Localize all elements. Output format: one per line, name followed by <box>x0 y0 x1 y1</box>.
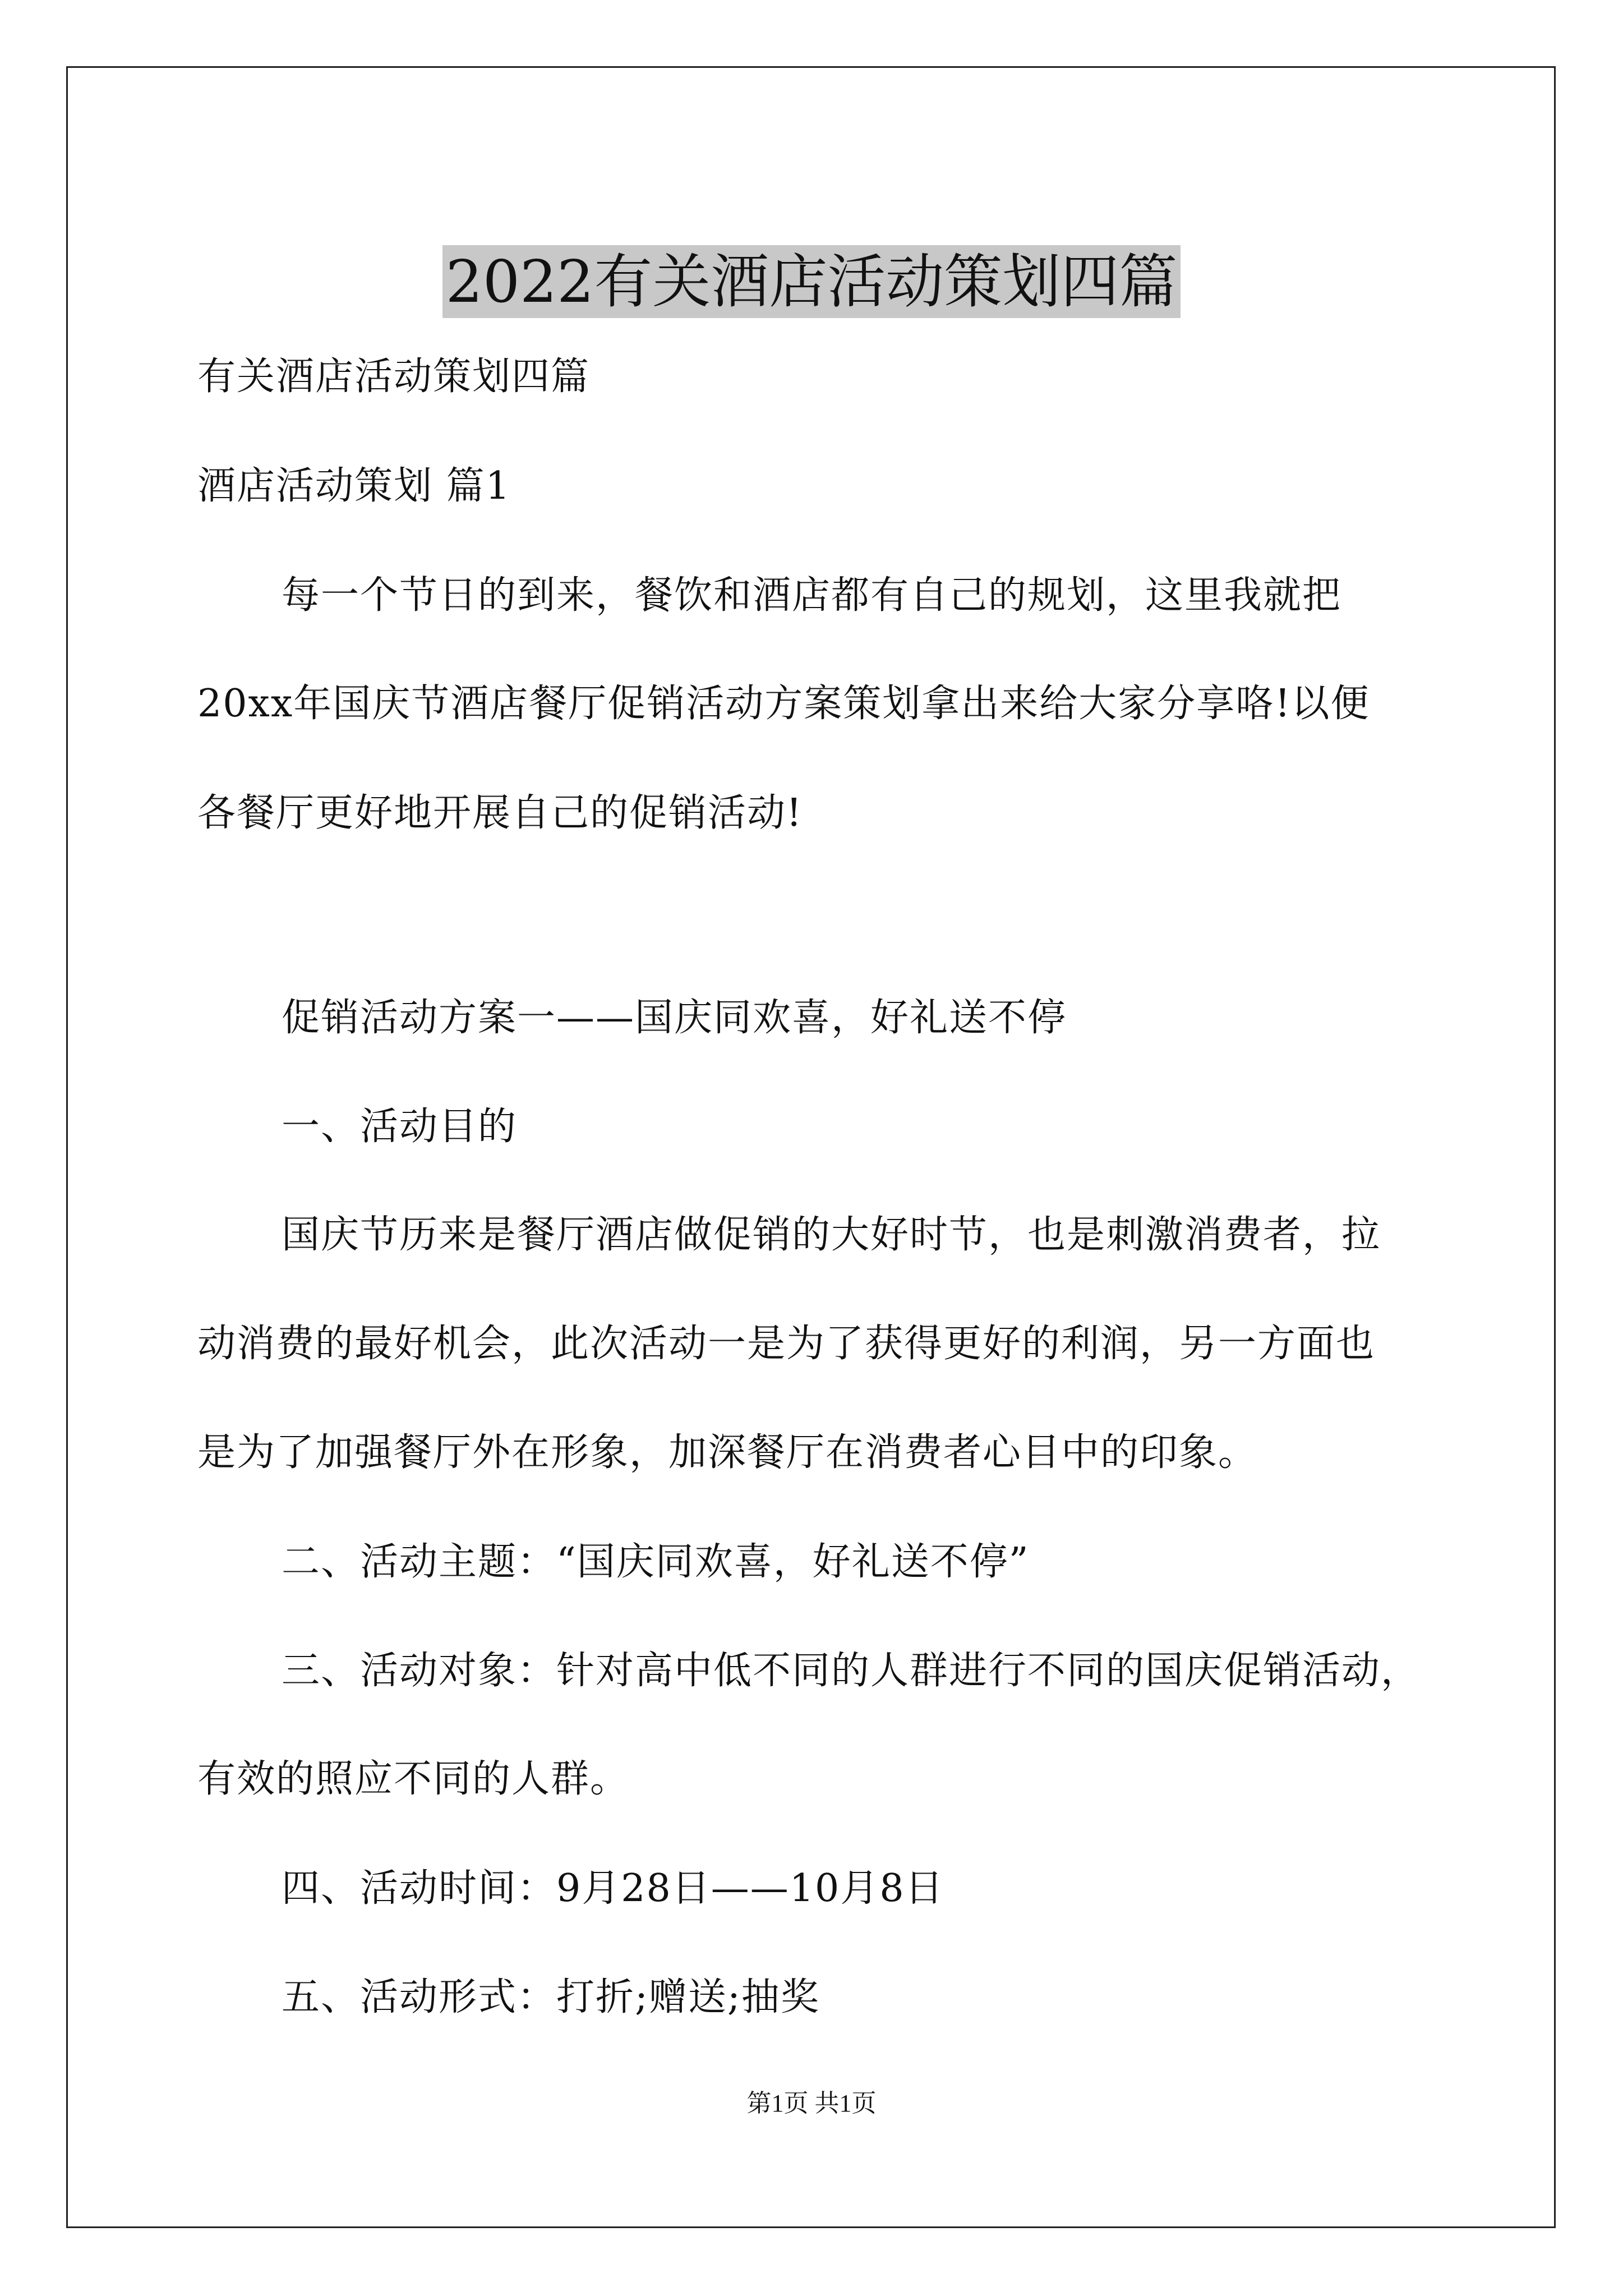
section-heading-line: 酒店活动策划 篇1 <box>197 464 511 508</box>
subtitle-line: 有关酒店活动策划四篇 <box>197 355 591 399</box>
paragraph-line: 各餐厅更好地开展自己的促销活动! <box>197 791 803 835</box>
paragraph-line: 有效的照应不同的人群。 <box>197 1757 630 1801</box>
paragraph-line: 五、活动形式：打折;赠送;抽奖 <box>282 1975 820 2019</box>
page-number-footer: 第1页 共1页 <box>746 2090 877 2117</box>
paragraph-line: 每一个节日的到来，餐饮和酒店都有自己的规划，这里我就把 <box>282 573 1342 618</box>
paragraph-line: 二、活动主题：“国庆同欢喜，好礼送不停” <box>282 1540 1030 1584</box>
paragraph-line: 促销活动方案一——国庆同欢喜，好礼送不停 <box>282 996 1067 1040</box>
paragraph-line: 一、活动目的 <box>282 1105 518 1149</box>
paragraph-line: 动消费的最好机会，此次活动一是为了获得更好的利润，另一方面也 <box>197 1322 1376 1366</box>
document-title <box>0 248 1623 315</box>
paragraph-line: 20xx年国庆节酒店餐厅促销活动方案策划拿出来给大家分享咯!以便 <box>197 682 1370 726</box>
paragraph-line: 国庆节历来是餐厅酒店做促销的大好时节，也是刺激消费者，拉 <box>282 1213 1381 1257</box>
document-title-text: 2022有关酒店活动策划四篇 <box>442 245 1181 318</box>
paragraph-line: 三、活动对象：针对高中低不同的人群进行不同的国庆促销活动， <box>282 1649 1421 1693</box>
paragraph-line: 是为了加强餐厅外在形象，加深餐厅在消费者心目中的印象。 <box>197 1430 1258 1475</box>
paragraph-line: 四、活动时间：9月28日——10月8日 <box>282 1866 944 1911</box>
